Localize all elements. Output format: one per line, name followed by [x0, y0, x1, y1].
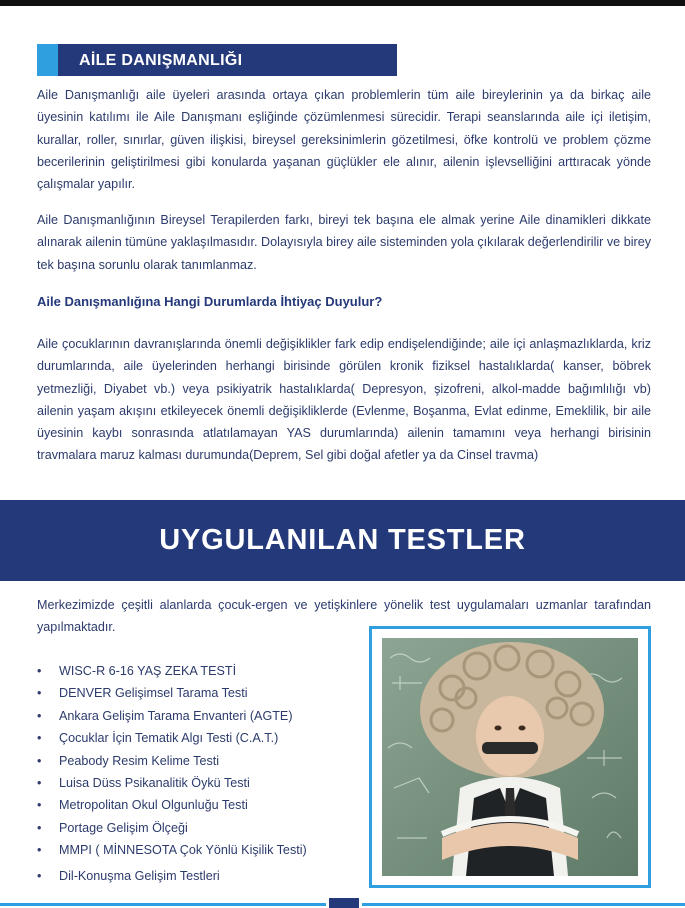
paragraph-definition: Aile Danışmanlığı aile üyeleri arasında ortaya çıkan problemlerin tüm aile bireylerinin ya da birkaç aile üyesinin katılımı ile Aile Danışmanı eşliğinde çözümlenmesi sürecidir. Terapi seanslarında aile içi iletişim, kurallar, roller, sınırlar, güven ilişkisi, bireysel gereksinimlerin gözetilmesi, öfke kontrolü ve problem çözme becerilerinin geliştirilmesi gibi konularda yaşanan güçlükler ele alınır, ailenin işlevselliğini arttıracak yönde çalışmalar yapılır. [37, 88, 651, 192]
tests-intro: Merkezimizde çeşitli alanlarda çocuk-ergen ve yetişkinlere yönelik test uygulamaları uzmanlar tarafından yapılmaktadır. [37, 598, 651, 635]
tests-banner [0, 500, 685, 581]
footer-line-right [362, 903, 685, 906]
test-label: DENVER Gelişimsel Tarama Testi [59, 686, 248, 701]
test-label: Çocuklar İçin Tematik Algı Testi (C.A.T.) [59, 731, 279, 746]
list-item [37, 772, 307, 794]
subheading-when-needed: Aile Danışmanlığına Hangi Durumlarda İhtiyaç Duyulur? [37, 294, 383, 309]
fake-mustache [482, 742, 538, 754]
bullet-icon: • [37, 798, 42, 813]
bullet-icon: • [37, 775, 42, 790]
tests-title: UYGULANILAN TESTLER [159, 524, 526, 556]
list-item [37, 817, 307, 839]
list-item [37, 794, 307, 816]
footer-line-left [0, 903, 326, 906]
paragraph-situations: Aile çocuklarının davranışlarında önemli değişiklikler fark edip endişelendiğinde; aile içi anlaşmazlıklarda, kriz durumlarında, aile üyelerinden herhangi birisinde görülen kronik fiziksel hastalıklarda( kanser, böbrek yetmezliği, Diyabet vb.) veya psikiyatrik hastalıklarda( Depresyon, şizofreni, alkol-madde bağımlılığı vb) ailenin yaşam akışını etkileyecek önemli değişikliklerde (Evlenme, Boşanma, Evlat edinme, Emeklilik, bir aile üyesinin kaybı sonrasında atlatılamayan YAS durumlarında) ailenin tamamını veya herhangi birisinin travmalara maruz kalması durumunda(Deprem, Sel gibi doğal afetler ya da Cinsel travma) [37, 337, 651, 463]
list-item [37, 705, 307, 727]
child-chalkboard-photo [382, 638, 638, 876]
page-tab [329, 898, 359, 908]
section-header-aile [37, 44, 397, 76]
paragraph-difference: Aile Danışmanlığının Bireysel Terapilerden farkı, bireyi tek başına ele almak yerine Aile dinamikleri dikkate alınarak ailenin tümüne yaklaşılmasıdır. Dolayısıyla birey aile sisteminden yola çıkılarak değerlendirilir ve birey tek başına sorunlu olarak tanımlanmaz. [37, 213, 651, 272]
list-item [37, 839, 307, 861]
list-item [37, 660, 307, 682]
bullet-icon: • [37, 868, 42, 883]
list-item [37, 750, 307, 772]
test-label: Portage Gelişim Ölçeği [59, 820, 188, 835]
bullet-icon: • [37, 708, 42, 723]
test-label: Dil-Konuşma Gelişim Testleri [59, 868, 220, 883]
list-item [37, 865, 307, 887]
photo-illustration [382, 638, 638, 876]
test-label: Peabody Resim Kelime Testi [59, 753, 220, 768]
bullet-icon: • [37, 731, 42, 746]
test-label: Ankara Gelişim Tarama Envanteri (AGTE) [59, 708, 293, 723]
tests-list [37, 660, 307, 887]
bullet-icon: • [37, 820, 42, 835]
top-border [0, 0, 685, 6]
bullet-icon: • [37, 753, 42, 768]
section-title: AİLE DANIŞMANLIĞI [79, 52, 243, 69]
child-face [476, 696, 544, 776]
test-label: Metropolitan Okul Olgunluğu Testi [59, 798, 248, 813]
bullet-icon: • [37, 686, 42, 701]
bullet-icon: • [37, 843, 42, 858]
header-accent [37, 44, 58, 76]
left-eye [495, 726, 502, 731]
list-item [37, 682, 307, 704]
list-item [37, 727, 307, 749]
test-label: MMPI ( MİNNESOTA Çok Yönlü Kişilik Testi) [59, 843, 307, 858]
test-label: Luisa Düss Psikanalitik Öykü Testi [59, 775, 250, 790]
bullet-icon: • [37, 664, 42, 678]
test-label: WISC-R 6-16 YAŞ ZEKA TESTİ [59, 664, 237, 678]
right-eye [519, 726, 526, 731]
